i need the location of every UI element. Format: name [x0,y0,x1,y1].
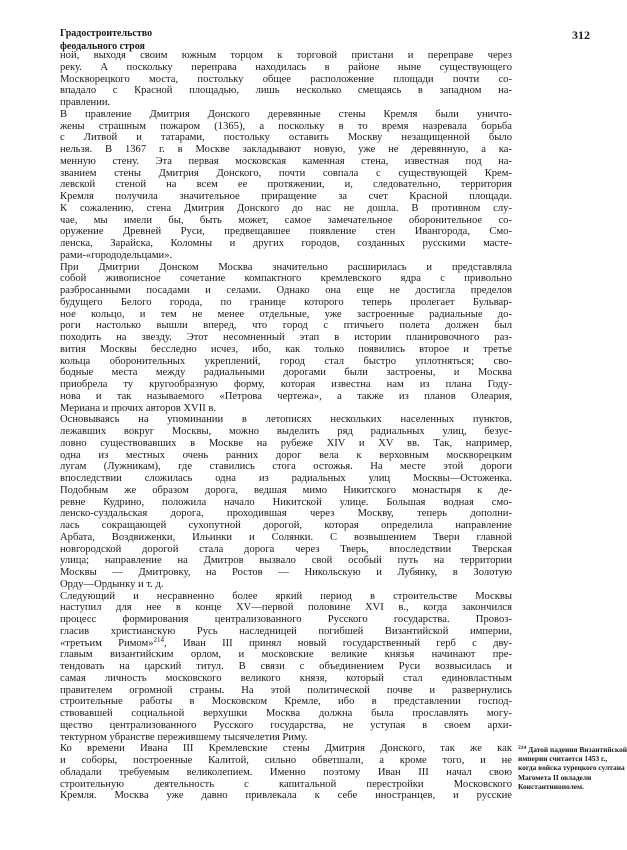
text-line: Кремля. Москва уже давно привлекала к себе иностранцев, и русские [60,790,512,802]
text-line: разбросанными посадами и селами. Однако она еще не достигла пределов [60,285,512,296]
text-line: кольца оборонительных укреплений, город стал быстро уплотняться; сво- [60,355,512,367]
text-line: и соборы, построенные Калитой, сильно обветшали, а кроме того, и не [60,755,512,766]
page-number: 312 [572,28,590,42]
text-line: гласив христианскую Русь наследницей погибшей Византийской империи, [60,625,512,637]
text-line: щество централизованного Русского государства, не уступая в своем архи- [60,719,512,731]
footnote-line: империи считается 1453 г., [518,754,608,764]
footnote [518,745,627,791]
text-line: наступил для нее в конце XV—первой половине XVI в., когда закончился [60,602,512,614]
paragraph [60,262,512,415]
paragraph [60,743,512,802]
text-line: Ко времени Ивана III Кремлевские стены Дмитрия Донского, так же как [60,743,512,755]
text-line: К сожалению, стена Дмитрия Донского до нас не дошла. В противном слу- [60,202,512,214]
footnote-line: Константинополем. [518,781,584,791]
text-line: Подобным же образом дорога, ведшая мимо Никитского монастыря к де- [60,484,512,496]
text-line: жены страшным пожаром (1365), а поскольку в то время назревала борьба [60,120,512,132]
text-line: Основываясь на упоминании в летописях нескольких населенных пунктов, [60,414,512,426]
text-line: одна из местных очень ранних дорог вела к верховным москворецким [60,449,512,461]
text-line: Орду—Ордынку и т. д. [60,578,164,590]
text-line: тендовать на царский титул. В связи с объединением Руси возвысилась и [60,661,512,672]
text-line: бодные места между радиальными дорогами были застроены, и Москва [60,367,512,379]
footnote-text: Датой падения Византийской [528,745,627,754]
text-line: реку. А поскольку переправа находилась в районе ныне существующего [60,61,512,73]
text-line: Кремля получила значительное приращение за счет Красной площади. [60,191,512,202]
text-line: ное кольцо, и тем не менее отдельные, уже застроенные радиальные до- [60,308,512,320]
text-line: Следующий и несравненно более яркий период в строительстве Москвы [60,590,512,602]
footnote-reference[interactable]: 214 [153,635,165,644]
paragraph [60,109,512,262]
text-line: главым византийским орлом, и московские великие князья начинают пре- [60,649,512,661]
text-segment: «третьим Римом» [60,637,154,649]
footnote-line [518,745,627,754]
text-line: лась сокращающей сухопутной дорогой, которая определила направление [60,520,512,531]
text-line: ревне Кудрино, положила начало Никитской улице. Большая водная смо- [60,496,512,508]
text-line: новгородской дорогой стала дорога через Тверь, впоследствии Тверская [60,543,512,555]
text-line: чае, мы имели бы, быть может, самое замечательное оборонительное со- [60,214,512,226]
text-line: впоследствии сложилась одна из радиальных улиц Москвы—Остоженка. [60,473,512,484]
text-line: рами-«горододельцами». [60,249,173,261]
text-line: строительную деятельность с капитальной перестройки Московского [60,778,512,790]
text-line: В правление Дмитрия Донского деревянные стены Кремля были уничто- [60,108,512,120]
text-line: правителем огромной страны. На этой политической почве и развернулись [60,684,512,696]
text-line: с Литвой и татарами, постольку оставить Москву незащищенной было [60,132,512,144]
text-line: вития Москвы бесследно исчез, ибо, как только появились второе и третье [60,343,512,355]
text-line: улица; направление на Дмитров вызвало свой особый путь на территории [60,555,512,567]
text-line: левской стеной на всем ее протяжении, и, следовательно, территория [60,179,512,191]
text-line: нельзя. В 1367 г. в Москве закладывают новую, уже не деревянную, а ка- [60,144,512,155]
text-line: приобрела ту кругообразную форму, которая известна нам из плана Году- [60,379,512,390]
text-line: оружение Древней Руси, предвещавшее появление стен Ивангорода, Смо- [60,226,512,238]
footnote-number: 214 [518,745,527,751]
text-line: впадало с Красной площадью, лишь несколько смещаясь в западном на- [60,85,512,97]
text-line: обладали требуемым великолепием. Именно поэтому Иван III начал свою [60,766,512,778]
text-line [60,635,512,650]
text-line: процесс формирования централизованного Русского государства. Провоз- [60,614,512,625]
text-line: ной, выходя своим южным торцом к торговой пристани и переправе через [60,50,512,61]
text-line: званием стены Дмитрия Донского, почти совпала с существующей Крем- [60,167,512,179]
text-segment: , Иван III принял новый государственный герб с дву- [164,637,512,649]
text-line: самая личность московского великого князя, который стал единовластным [60,672,512,684]
text-line: При Дмитрии Донском Москва значительно расширилась и представляла [60,261,512,273]
text-line: собой живописное сочетание компактного кремлевского ядра с привольно [60,273,512,285]
text-line: Арбата, Воздвиженки, Ильинки и Солянки. С возвышением Твери главной [60,531,512,543]
running-head-line: Градостроительство [60,28,153,39]
text-line: менную стену. Эта первая московская каменная стена, известная под на- [60,155,512,167]
paragraph [60,591,512,744]
text-line: нова и так называемого «Петрова чертежа», а также из планов Олеария, [60,390,512,402]
body-text [60,50,512,802]
text-line: правлении. [60,97,111,108]
text-line: ловно существовавших в Москве на рубеже XIV и XV вв. Так, например, [60,437,512,449]
text-line: ствовавшей социальной верхушки Москва должна была прославлять могу- [60,708,512,719]
text-line: ленска, Зарайска, Коломны и других городов, созданных русскими масте- [60,238,512,249]
text-line: Москворецкого моста, постольку общее расположение площади почти со- [60,73,512,85]
text-line: походить на звезду. Этот несомненный этап в истории планировочного раз- [60,332,512,343]
text-line: ленско-суздальская дорога, проходившая через Москву, теперь дополни- [60,508,512,520]
paragraph [60,414,512,590]
text-line: тектурном убранстве пережившему тысячелетия Риму. [60,731,308,743]
footnote-line: когда войска турецкого султана [518,763,625,773]
text-line: будущего Белого города, по границе которого теперь пролегает Бульвар- [60,296,512,308]
text-line: роги настолько вышли вперед, что город с птичьего полета должен был [60,320,512,332]
text-line: Москвы — Дмитровку, на Ростов — Никольскую и Лубянку, в Золотую [60,567,512,578]
footnote-line: Магомета II овладели [518,772,592,782]
running-head-line: феодального строя [60,41,145,52]
text-line: строительные работы в Московском Кремле, ибо в представлении господ- [60,696,512,708]
paragraph [60,50,512,109]
text-line: Мериана и прочих авторов XVII в. [60,402,217,414]
text-line: лежавших вокруг Москвы, можно выделить ряд радиальных улиц, безус- [60,426,512,437]
text-line: лугам (Лужникам), где ставились стога остожья. На месте этой дороги [60,461,512,473]
